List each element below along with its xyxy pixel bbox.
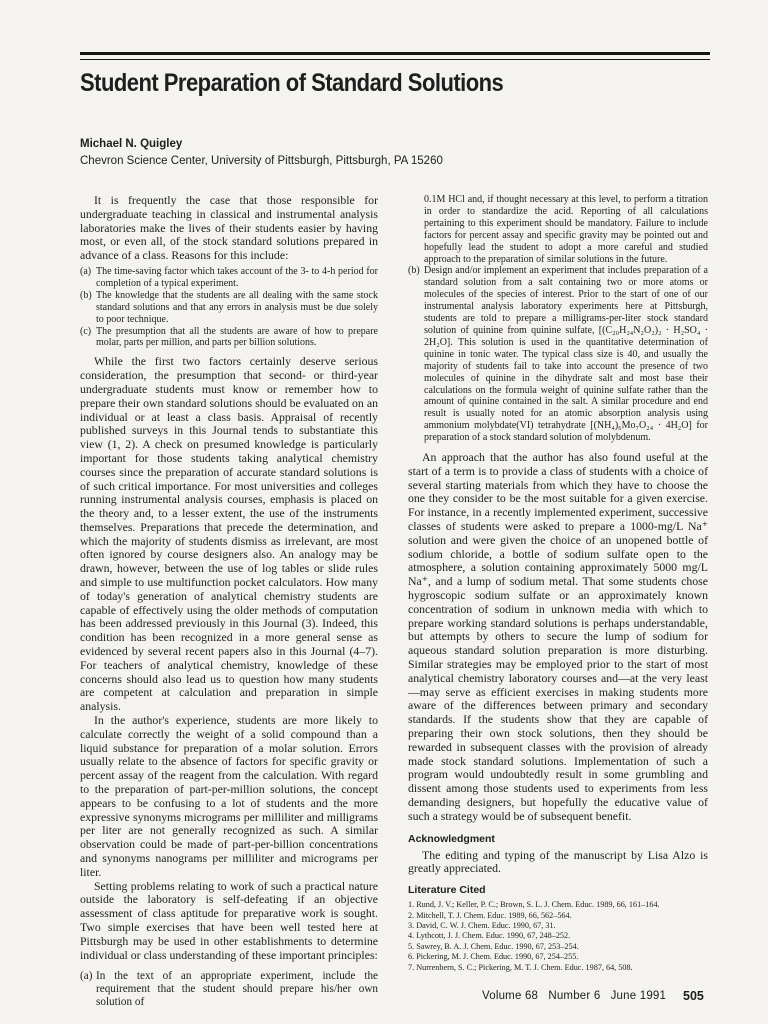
exercise-text: Design and/or implement an experiment that includes preparation of a standard solution from a salt containing two or more atoms or molecules of the species of interest. Prior to the start of one of our instrumental analysis laboratory experiments here at Pittsburgh, students are told to prepare a milligrams-per-liter stock standard solution of quinine from quinine sulfate, [(C₂₀H₂₄N₂O₂)₂ · H₂SO₄ · 2H₂O]. This solution is used in the quantitative determination of quinine in tonic water. The typical class size is 40, and usually the majority of students fail to take into account the presence of two molecules of quinine in the dihydrate salt and most base their calculations on the formula weight of quinine sulfate rather than the amount of quinine contained in the salt. A similar procedure and end result is usually noted for an atomic absorption analysis using ammonium molybdate(VI) tetrahydrate [(NH₄)₆Mo₇O₂₄ · 4H₂O] for preparation of a stock standard solution of molybdenum. — [424, 265, 708, 444]
author-affiliation: Chevron Science Center, University of Pittsburgh, Pittsburgh, PA 15260 — [80, 155, 443, 167]
reference-item: 3. David, C. W. J. Chem. Educ. 1990, 67, 31. — [408, 920, 556, 930]
reason-text: The time-saving factor which takes account of the 3- to 4-h period for completion of a typical experiment. — [96, 265, 378, 289]
reference-list — [408, 900, 708, 973]
reason-item-c — [80, 326, 378, 350]
reason-text: The knowledge that the students are all dealing with the same stock standard solutions and that any errors in analysis must be due solely to poor technique. — [96, 289, 378, 325]
reason-item-b — [80, 290, 378, 326]
reference-item: 2. Mitchell, T. J. Chem. Educ. 1989, 66, 562–564. — [408, 910, 572, 920]
exercise-a-continued: 0.1M HCl and, if thought necessary at this level, to perform a titration in order to standardize the acid. Reporting of all calculations pertaining to this experiment should be mandatory. Failure to include factors for percent assay and specific gravity may be pointed out and hopefully lead the student to adopt a more careful and studied approach to the preparation of similar solutions in the future. — [424, 194, 708, 265]
page-number: 505 — [683, 989, 704, 1003]
reference-item: 5. Sawrey, B. A. J. Chem. Educ. 1990, 67, 253–254. — [408, 941, 579, 951]
article-title: Student Preparation of Standard Solutions — [80, 69, 504, 97]
reason-label: (b) — [80, 289, 92, 301]
exercise-item-a — [80, 970, 378, 1009]
body-paragraph-4: An approach that the author has also found useful at the start of a term is to provide a class of students with a choice of several starting materials from which they have to choose the one they consider to be the most suitable for a given exercise. For instance, in a recently implemented experiment, successive classes of students were asked to prepare a 1000-mg/L Na⁺ solution and were given the choice of an unopened bottle of sodium chloride, a bottle of sodium sulfate open to the atmosphere, a solution containing approximately 5000 mg/L Na⁺, and a lump of sodium metal. That some students chose hygroscopic sodium sulfate or an approximately known concentration of sodium in unknown media with which to prepare working standard solutions is perhaps understandable, but attempts by others to secure the lump of sodium for aqueous standard solution preparation is more disturbing. Similar strategies may be employed prior to the start of most analytical chemistry laboratory courses and—at the very least—may serve as efficient exercises in making students more aware of the differences between primary and secondary standards. If the students show that they are capable of preparing their own stock solutions, then they should be rewarded in subsequent classes with the provision of already made stock standard solutions. Implementation of such a program would undoubtedly result in some grumbling and dissent among those students used to experiments from less demanding designers, but hopefully the educative value of such a strategy would be of subsequent benefit. — [408, 450, 708, 823]
reference-item: 7. Nurrenbern, S. C.; Pickering, M. T. J. Chem. Educ. 1987, 64, 508. — [408, 962, 633, 972]
exercise-text: In the text of an appropriate experiment, include the requirement that the student should prepare his/her own solution of — [96, 970, 378, 1009]
reference-item: 6. Pickering, M. J. Chem. Educ. 1990, 67, 254–255. — [408, 952, 579, 962]
body-paragraph-1: While the first two factors certainly deserve serious consideration, the presumption that second- or third-year undergraduate students must know or remember how to prepare their own standard solutions should be evaluated on an individual or at least a class basis. Appraisal of recently published surveys in this Journal tends to substantiate this view (1, 2). A check on presumed knowledge is particularly important for those students taking analytical chemistry courses since the preparation of accurate standard solutions is of such critical importance. For most universities and colleges running instrumental analysis courses, emphasis is placed on the theory and, to a lesser extent, the use of the instruments themselves. Preparations that precede the determination, and which the majority of students dismiss as irrelevant, are most often ignored by course designers also. An analogy may be drawn, however, between the use of log tables or slide rules and simple to use multifunction pocket calculators. How many of today's generation of analytical chemistry students are capable of effectively using the older methods of computation has been addressed previously in this Journal (3). Indeed, this condition has been recognized in a more general sense as evidenced by several recent papers also in this Journal (4–7). For teachers of analytical chemistry, knowledge of these concerns should also lead us to question how many students are competent at calculation and preparation in simple analysis. — [80, 354, 378, 714]
reference-item: 1. Rund, J. V.; Keller, P. C.; Brown, S. L. J. Chem. Educ. 1989, 66, 161–164. — [408, 900, 660, 910]
exercise-label: (b) — [408, 265, 420, 277]
acknowledgment-heading: Acknowledgment — [408, 832, 495, 845]
top-rule-thin — [80, 59, 710, 60]
body-paragraph-2: In the author's experience, students are more likely to calculate correctly the weight of a solid compound than a liquid substance for preparation of a molar solution. Errors usually relate to the absence of factors for specific gravity or percent assay of the reagent from the calculation. With regard to the preparation of part-per-million solutions, the concept appears to be confusing to a lot of students and the more expressive synonyms micrograms per milliliter and milligrams per liter are not generally recognized as such. A similar observation could be made of part-per-billion concentrations and synonyms nanograms per milliliter and micrograms per liter. — [80, 713, 378, 879]
reasons-list — [80, 266, 378, 349]
reason-label: (a) — [80, 265, 92, 277]
author-name: Michael N. Quigley — [80, 138, 183, 150]
reason-text: The presumption that all the students are aware of how to prepare molar, parts per million, and parts per billion solutions. — [96, 325, 378, 349]
left-column — [80, 194, 378, 1009]
intro-paragraph: It is frequently the case that those responsible for undergraduate teaching in classical and instrumental analysis laboratories make the lives of their students easier by having most, or even all, of the stock standard solutions prepared in advance of a class. Reasons for this include: — [80, 193, 378, 263]
reason-label: (c) — [80, 325, 92, 337]
top-rule — [80, 52, 710, 55]
acknowledgment-text: The editing and typing of the manuscript by Lisa Alzo is greatly appreciated. — [408, 847, 708, 876]
exercise-label: (a) — [80, 970, 93, 983]
literature-heading: Literature Cited — [408, 884, 486, 897]
reason-item-a — [80, 266, 378, 290]
body-paragraph-3: Setting problems relating to work of such a practical nature outside the laboratory is self-defeating if an objective assessment of class aptitude for preparative work is sought. Two simple exercises that have been well tested here at Pittsburgh may be used in other establishments to determine individual or class understanding of these important principles: — [80, 878, 378, 962]
reference-item: 4. Lythcott, J. J. Chem. Educ. 1990, 67, 248–252. — [408, 931, 571, 941]
exercise-item-b — [408, 265, 708, 444]
journal-volume-info: Volume 68 Number 6 June 1991 — [482, 990, 667, 1002]
right-column — [408, 194, 708, 973]
